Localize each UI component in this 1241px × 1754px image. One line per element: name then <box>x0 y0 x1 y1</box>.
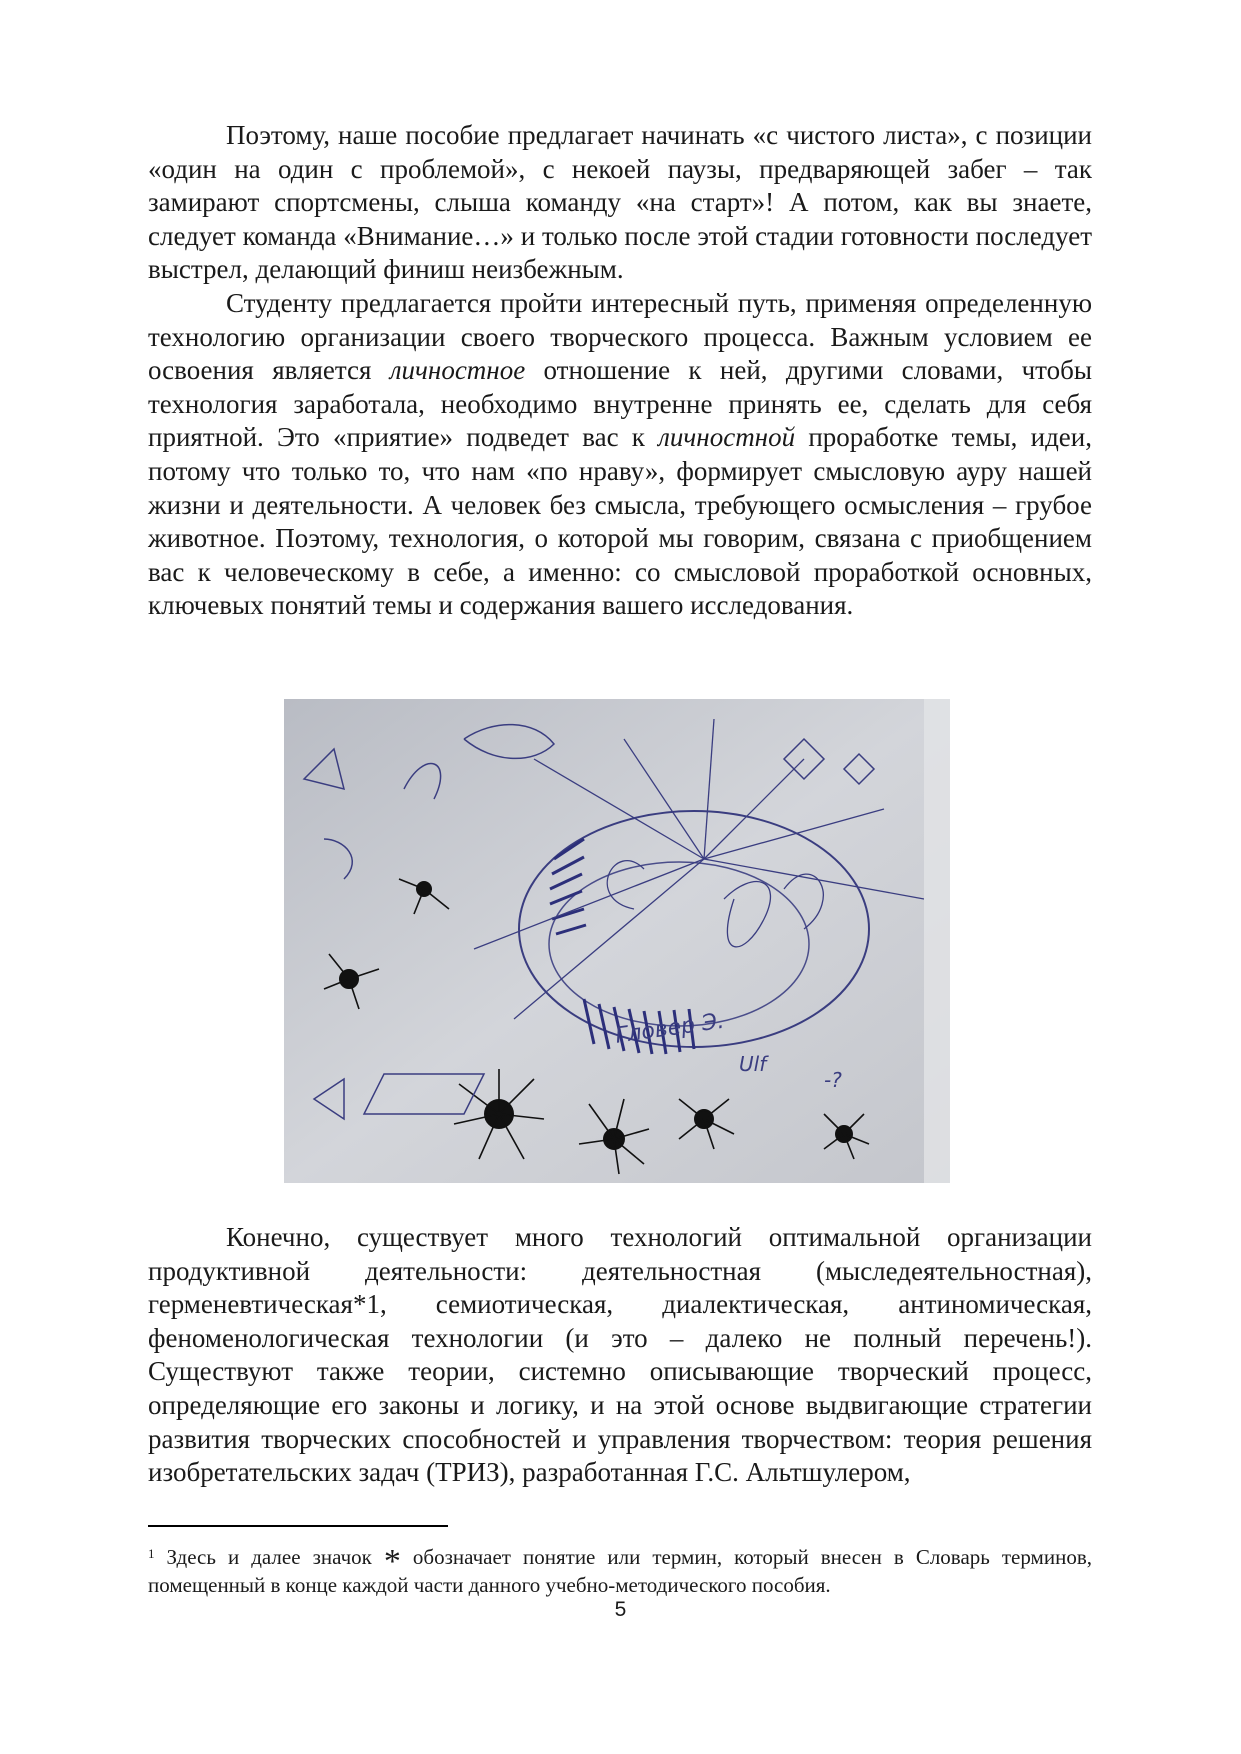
emphasis-lichnostnoy: личностной <box>658 422 796 453</box>
footnote-text-after: обозначает понятие или термин, который внесен в Словарь терминов, помещенный в конце каждой части данного учебно-методического пособия. <box>148 1545 1092 1597</box>
emphasis-lichnostnoe: личностное <box>389 355 526 386</box>
asterisk-symbol: * <box>383 1543 401 1580</box>
handwriting-question: -? <box>824 1068 842 1092</box>
paragraph-2-part-1: Студенту предлагается пройти интересный путь, применяя определенную технологию организации своего творческого процесса. Важным условием ее освоения является <box>148 287 1092 386</box>
body-text-top <box>148 119 1092 623</box>
footnote-text-before: Здесь и далее значок <box>154 1545 384 1569</box>
footnote-mark: 1 <box>148 1546 155 1561</box>
paragraph-2-part-3: проработке темы, идеи, потому что только то, что нам «по нраву», формирует смысловую ауру нашей жизни и деятельности. А человек без смысла, требующего осмысления – грубое животное. Поэтому, технология, о которой мы говорим, связана с приобщением вас к человеческому в себе, а именно: со смысловой проработкой основных, ключевых понятий темы и содержания вашего исследования. <box>148 422 1092 621</box>
paragraph-1: Поэтому, наше пособие предлагает начинать «с чистого листа», с позиции «один на один с проблемой», с некоей паузы, предваряющей забег – так замирают спортсмены, слыша команду «на старт»! А потом, как вы знаете, следует команда «Внимание…» и только после этой стадии готовности последует выстрел, делающий финиш неизбежным. <box>148 120 1092 285</box>
paragraph-2 <box>148 287 1092 623</box>
footnote <box>148 1540 1092 1599</box>
body-text-bottom <box>148 1221 1092 1490</box>
handwriting-signature: Гловер Э. <box>613 1008 726 1049</box>
doodle-drawing <box>284 699 950 1183</box>
paragraph-3: Конечно, существует много технологий оптимальной организации продуктивной деятельности: деятельностная (мыследеятельностная), герменевтическая*1, семиотическая, диалектическая, антиномическая, феноменологическая технологии (и это – далеко не полный перечень!). Существуют также теории, системно описывающие творческий процесс, определяющие его законы и логику, и на этой основе выдвигающие стратегии развития творческих способностей и управления творчеством: теория решения изобретательских задач (ТРИЗ), разработанная Г.С. Альтшулером, <box>148 1222 1092 1488</box>
illustration-doodle-photo <box>284 699 950 1183</box>
page-number: 5 <box>614 1598 627 1621</box>
footnote-separator <box>148 1525 448 1527</box>
handwriting-note: Ulf <box>739 1052 767 1076</box>
paragraph-2-part-2: отношение к ней, другими словами, чтобы технология заработала, необходимо внутренне принять ее, сделать для себя приятной. Это «приятие» подведет вас к <box>148 355 1092 453</box>
